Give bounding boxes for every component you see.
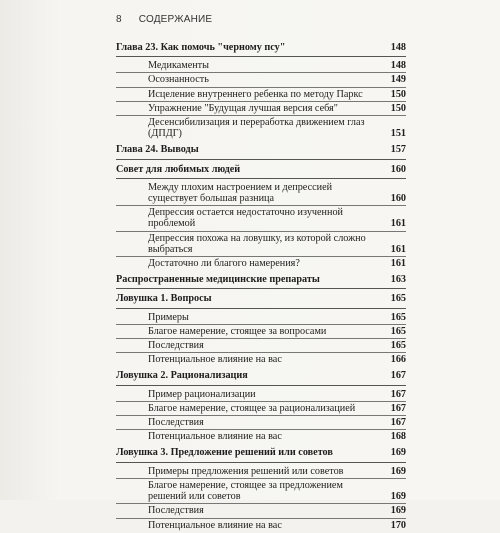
chapter-title: Ловушка 3. Предложение решений или советов [116, 447, 333, 459]
entry-title: Примеры [148, 311, 189, 323]
toc-entry-row [116, 312, 406, 325]
entry-page-number: 150 [390, 102, 406, 114]
toc-entry-row [116, 60, 406, 73]
toc-chapter-row [116, 293, 406, 308]
toc-entry-row [116, 389, 406, 402]
entry-title: Последствия [148, 340, 204, 352]
entry-page-number: 165 [390, 340, 406, 352]
toc-entry-row [116, 233, 406, 257]
entry-page-number: 163 [390, 274, 406, 286]
entry-title: Благое намерение, стоящее за предложением решений или советов [148, 479, 343, 503]
entry-title: Депрессия похожа на ловушку, из которой сложно выбраться [148, 232, 366, 255]
entry-page-number: 169 [390, 491, 406, 503]
chapter-title: Совет для любимых людей [116, 163, 241, 175]
toc-entry-row [116, 117, 406, 140]
toc-entry-row [116, 258, 406, 270]
entry-page-number: 165 [390, 293, 406, 305]
entry-page-number: 157 [390, 144, 406, 156]
entry-title: Пример рационализации [148, 388, 256, 400]
toc-entry-row [116, 480, 406, 504]
chapter-title: Глава 24. Выводы [116, 144, 199, 156]
toc-entry-row [116, 403, 406, 416]
entry-title: Десенсибилизация и переработка движением глаз (ДПДГ) [148, 117, 365, 140]
entry-page-number: 160 [390, 193, 406, 205]
chapter-title: Распространенные медицинские препараты [116, 274, 320, 286]
chapter-title: Глава 23. Как помочь "черному псу" [116, 42, 286, 53]
entry-page-number: 149 [390, 74, 406, 86]
entry-title: Благое намерение, стоящее за рационализацией [148, 402, 356, 414]
toc-entry-row [116, 505, 406, 518]
toc-entry-row [116, 520, 406, 532]
toc-entry-row [116, 340, 406, 353]
entry-title: Примеры предложения решений или советов [148, 465, 344, 477]
entry-title: Депрессия остается недостаточно изученной проблемой [148, 207, 344, 230]
entry-page-number: 161 [390, 218, 406, 230]
entry-page-number: 169 [390, 465, 406, 477]
entry-title: Исцеление внутреннего ребенка по методу Паркс [148, 88, 363, 100]
entry-title: Достаточно ли благого намерения? [148, 258, 300, 270]
toc-entry-row [116, 466, 406, 479]
entry-page-number: 165 [390, 325, 406, 337]
entry-page-number: 169 [390, 505, 406, 517]
section-title: СОДЕРЖАНИЕ [138, 14, 213, 25]
entry-title: Последствия [148, 505, 204, 517]
entry-page-number: 167 [390, 417, 406, 429]
entry-title: Медикаменты [148, 60, 209, 72]
entry-page-number: 151 [390, 128, 406, 140]
toc-entry-row [116, 326, 406, 339]
page-number: 8 [116, 14, 122, 25]
entry-page-number: 148 [390, 42, 406, 53]
entry-title: Между плохим настроением и депрессией существует большая разница [148, 181, 333, 205]
entry-page-number: 167 [390, 388, 406, 400]
chapter-title: Ловушка 2. Рационализация [116, 370, 248, 382]
toc-chapter-row [116, 42, 406, 57]
chapter-title: Ловушка 1. Вопросы [116, 293, 212, 305]
entry-page-number: 167 [390, 370, 406, 382]
toc-chapter-row [116, 447, 406, 462]
toc-chapter-row [116, 370, 406, 385]
entry-title: Потенциальное влияние на вас [148, 431, 282, 443]
toc-entry-row [116, 207, 406, 231]
entry-page-number: 160 [390, 163, 406, 175]
entry-page-number: 166 [390, 354, 406, 366]
toc-entry-row [116, 103, 406, 116]
entry-title: Упражнение "Будущая лучшая версия себя" [148, 102, 338, 114]
toc-entry-row [116, 354, 406, 366]
toc-chapter-row [116, 164, 406, 179]
toc-chapter-row [116, 144, 406, 159]
entry-title: Последствия [148, 417, 204, 429]
toc-entry-row [116, 431, 406, 443]
entry-page-number: 165 [390, 311, 406, 323]
entry-page-number: 161 [390, 243, 406, 255]
table-of-contents [116, 42, 406, 533]
entry-page-number: 169 [390, 447, 406, 459]
toc-entry-row [116, 89, 406, 102]
entry-page-number: 161 [390, 258, 406, 270]
entry-page-number: 148 [390, 60, 406, 72]
toc-entry-row [116, 417, 406, 430]
toc-entry-row [116, 74, 406, 87]
entry-page-number: 170 [390, 519, 406, 531]
toc-entry-row [116, 182, 406, 206]
entry-page-number: 168 [390, 431, 406, 443]
entry-title: Потенциальное влияние на вас [148, 519, 282, 531]
entry-page-number: 150 [390, 88, 406, 100]
entry-title: Осознанность [148, 74, 209, 86]
entry-page-number: 167 [390, 402, 406, 414]
toc-chapter-row [116, 274, 406, 289]
running-head [116, 14, 212, 25]
entry-title: Потенциальное влияние на вас [148, 354, 282, 366]
entry-title: Благое намерение, стоящее за вопросами [148, 325, 327, 337]
